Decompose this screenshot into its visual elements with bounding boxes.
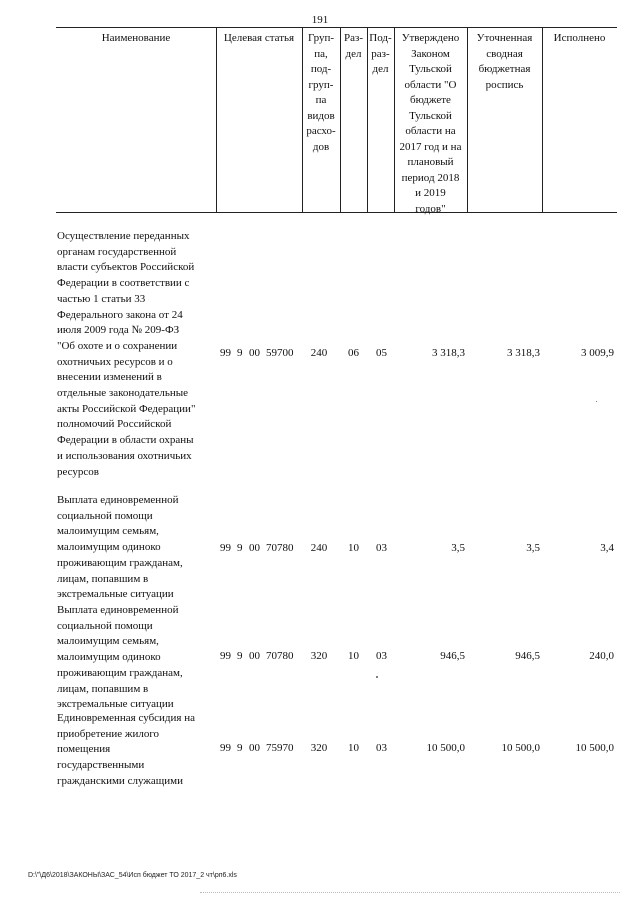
row-2-t1: 99 bbox=[220, 542, 231, 554]
row-1-refined: 3 318,3 bbox=[507, 347, 540, 359]
footer-dotted-line bbox=[200, 892, 620, 894]
row-4-approved: 10 500,0 bbox=[426, 742, 465, 754]
header-target-article: Целевая статья bbox=[223, 32, 295, 44]
row-3-executed: 240,0 bbox=[589, 650, 614, 662]
header-section: Раз- дел bbox=[343, 32, 363, 60]
row-4-executed: 10 500,0 bbox=[575, 742, 614, 754]
row-1-t4: 59700 bbox=[266, 347, 294, 359]
row-2-name: Выплата единовременной социальной помощи малоимущим семьям, малоимущим одиноко проживающим гражданам, лицам, попавшим в экстремальные ситуации bbox=[57, 494, 183, 601]
row-1-section: 06 bbox=[348, 347, 359, 359]
header-group: Груп- па, под- груп- па видов расхо- дов bbox=[306, 32, 336, 153]
row-2-refined: 3,5 bbox=[526, 542, 540, 554]
row-1-subsection: 05 bbox=[376, 347, 387, 359]
row-3-t3: 00 bbox=[249, 650, 260, 662]
row-3-name: Выплата единовременной социальной помощи малоимущим семьям, малоимущим одиноко проживающим гражданам, лицам, попавшим в экстремальные ситуации bbox=[57, 604, 183, 711]
row-4-group: 320 bbox=[310, 742, 328, 754]
row-2-subsection: 03 bbox=[376, 542, 387, 554]
row-1-executed: 3 009,9 bbox=[581, 347, 614, 359]
row-4-subsection: 03 bbox=[376, 742, 387, 754]
header-approved: Утверждено Законом Тульской области "О бюджете Тульской области на 2017 год и на плановый период 2018 и 2019 годов" bbox=[399, 32, 462, 215]
row-4-name: Единовременная субсидия на приобретение жилого помещения государственными гражданскими служащими bbox=[57, 712, 195, 787]
row-1-t2: 9 bbox=[237, 347, 243, 359]
header-name: Наименование bbox=[101, 32, 171, 44]
header-refined: Уточненная сводная бюджетная роспись bbox=[476, 32, 533, 91]
row-1-t3: 00 bbox=[249, 347, 260, 359]
row-3-group: 320 bbox=[310, 650, 328, 662]
row-1-name: Осуществление переданных органам государственной власти субъектов Российской Федерации в соответствии с частью 1 статьи 33 Федерального закона от 24 июля 2009 года № 209-ФЗ "Об охоте и о сохранении охотничьих ресурсов и о внесении изменений в отдельные законодательные акты Российской Федерации" полномочий Российской Федерации в области охраны и использования охотничьих ресурсов bbox=[57, 230, 196, 478]
row-2-group: 240 bbox=[310, 542, 328, 554]
row-1-t1: 99 bbox=[220, 347, 231, 359]
row-4-t1: 99 bbox=[220, 742, 231, 754]
row-3-t1: 99 bbox=[220, 650, 231, 662]
scan-speck bbox=[376, 676, 378, 678]
row-3-refined: 946,5 bbox=[515, 650, 540, 662]
table-header bbox=[56, 27, 617, 213]
row-2-t3: 00 bbox=[249, 542, 260, 554]
row-1-group: 240 bbox=[310, 347, 328, 359]
row-2-section: 10 bbox=[348, 542, 359, 554]
row-2-t2: 9 bbox=[237, 542, 243, 554]
row-1-approved: 3 318,3 bbox=[432, 347, 465, 359]
row-3-approved: 946,5 bbox=[440, 650, 465, 662]
header-subsection: Под- раз- дел bbox=[369, 32, 392, 75]
footer-file-path: D:\"\Д6\2018\ЗАКОНЫ\ЗАС_54\Исп бюджет ТО 2017_2 чт\рп6.xls bbox=[28, 872, 237, 879]
row-3-t2: 9 bbox=[237, 650, 243, 662]
row-4-t2: 9 bbox=[237, 742, 243, 754]
header-executed: Исполнено bbox=[553, 32, 606, 44]
row-4-refined: 10 500,0 bbox=[501, 742, 540, 754]
row-2-t4: 70780 bbox=[266, 542, 294, 554]
row-2-approved: 3,5 bbox=[451, 542, 465, 554]
row-3-section: 10 bbox=[348, 650, 359, 662]
row-4-t3: 00 bbox=[249, 742, 260, 754]
scan-speck bbox=[596, 401, 597, 402]
row-3-t4: 70780 bbox=[266, 650, 294, 662]
row-2-executed: 3,4 bbox=[600, 542, 614, 554]
row-4-section: 10 bbox=[348, 742, 359, 754]
page-number: 191 bbox=[311, 14, 329, 26]
row-4-t4: 75970 bbox=[266, 742, 294, 754]
row-3-subsection: 03 bbox=[376, 650, 387, 662]
